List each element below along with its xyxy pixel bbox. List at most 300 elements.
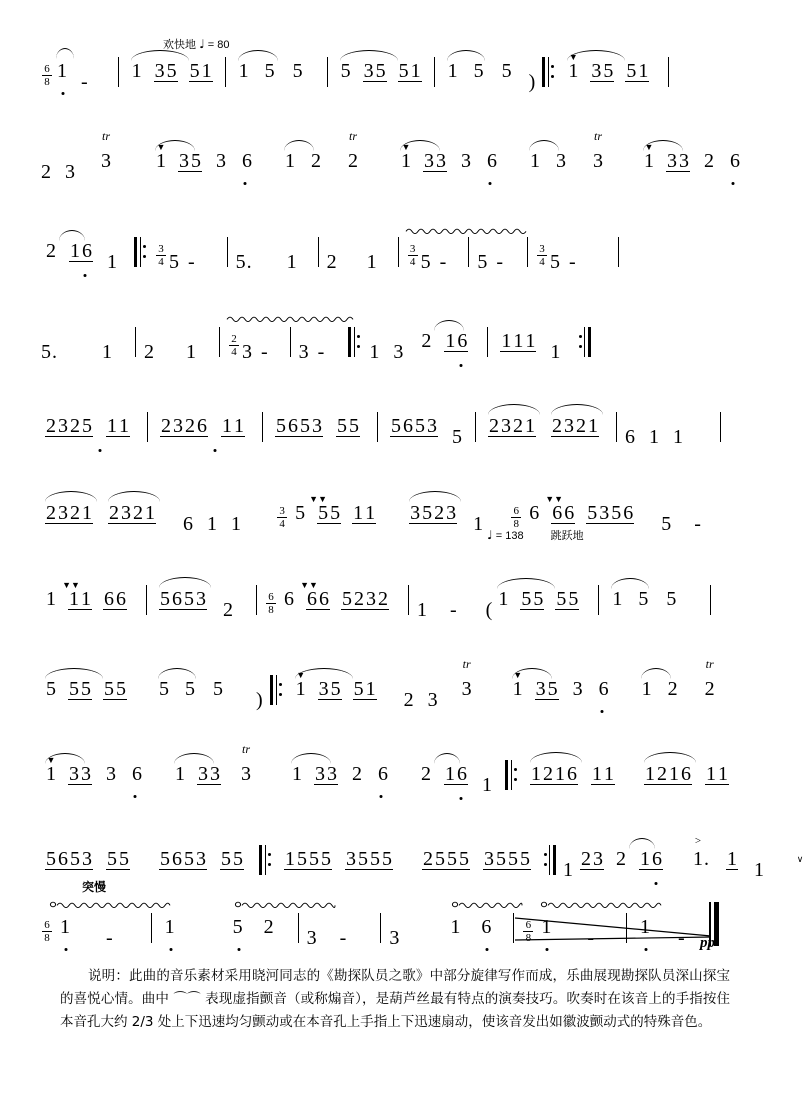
note: 1 [501,330,512,352]
note: 1 [285,848,295,870]
measure [660,514,709,534]
repeat-sign-close [542,845,556,875]
note-group [174,764,221,795]
time-signature: 3 4 [537,244,547,267]
note: 6 [529,502,540,524]
note: 5 [69,678,79,700]
measure [415,764,493,795]
time-signature: 6 8 [523,920,533,943]
note: 3 [599,502,610,524]
measure [40,416,135,447]
octave-dot-low [65,948,68,951]
barline [262,412,263,442]
barline [151,913,152,943]
measure [416,600,465,620]
note: 2 [657,763,667,785]
barline [318,237,319,267]
sustain-dash: - [694,513,701,535]
note: 3 [58,415,68,437]
note: 1 [447,60,458,82]
note: 1 [612,588,623,610]
note-group [131,61,213,92]
slur-icon [56,48,74,59]
octave-dot-low [214,449,217,452]
measure [40,679,132,710]
note-group [263,917,275,948]
note: 1 [550,341,561,363]
note: 2 [421,763,431,785]
note-group [159,589,207,620]
slur-icon [409,491,461,502]
note: 5 [415,415,425,437]
time-signature: 6 8 [266,592,276,615]
barline [710,585,711,615]
music-system-8 [40,638,740,710]
note-group [703,151,741,182]
note: 1 [222,415,232,437]
staccato-wedge-icon: ▼ [644,142,654,152]
measure [153,679,264,710]
note: 3 [593,848,603,870]
note: 1 [604,763,614,785]
note: 1 [366,251,377,273]
note: 5 [160,848,170,870]
note-group [158,679,224,710]
note: 1 [645,763,655,785]
trill-mark: tr [462,657,471,671]
note: 1 [295,678,306,700]
slur-icon [108,491,160,502]
note: 1 [207,513,218,535]
note-group [45,416,93,447]
note: 6 [132,763,142,785]
note: 6 [319,588,329,610]
note: 1 [640,848,650,870]
sustain-dash: - [678,927,685,949]
note-group [567,52,649,92]
barline [487,327,488,357]
note: 1 [445,763,455,785]
note: 2 [223,599,233,621]
note: 2 [46,415,56,437]
decrescendo-hairpin-icon [515,916,715,942]
note-group [644,764,692,795]
measure [476,252,511,272]
note: 3 [484,848,494,870]
note: 6 [457,763,467,785]
note: 3 [556,150,566,172]
note: 5 [508,848,518,870]
note-group [336,416,360,447]
note: 2 [354,588,364,610]
note: 6 [625,426,635,448]
measure [126,61,218,92]
note: 5 [447,848,457,870]
trill-mark: tr [101,129,111,143]
measure [306,928,355,948]
measure [154,589,234,620]
measure [442,61,537,92]
note-group [704,657,716,710]
note: 5 [370,848,380,870]
note: 1 [285,150,295,172]
note: 2 [185,415,195,437]
note: 1 [473,513,484,535]
measure [404,503,484,534]
trill-mark: tr [241,742,251,756]
note-group [500,331,536,362]
note: 3 [461,678,472,700]
duration-dot: . [704,848,709,870]
sustain-dash: - [188,251,195,273]
note: 2 [109,502,119,524]
barline [256,585,257,615]
note: 5 [46,678,56,700]
note: 5 [638,588,649,610]
note: 2 [352,763,362,785]
note: 3 [81,763,91,785]
note-group [56,61,68,92]
time-signature: 3 4 [277,506,287,529]
note-group [105,764,143,795]
barline [408,585,409,615]
measure [233,61,309,92]
note: 3 [315,763,325,785]
note: 1 [512,678,523,700]
note: 1 [238,60,249,82]
octave-dot-low [489,182,492,185]
note: 5 [342,588,352,610]
note: 1 [513,330,524,352]
note: 1 [365,678,376,700]
measure [485,589,585,620]
note: 1 [286,251,297,273]
note-group [488,416,536,447]
note: 3 [210,763,220,785]
note: 1 [693,848,703,870]
note: 3 [427,689,438,711]
note-group [295,670,377,710]
time-signature: 2 4 [229,334,239,357]
staccato-wedge-icon: ▼ [46,755,56,765]
sustain-dash: - [81,71,88,93]
note: 1 [107,415,117,437]
measure [227,917,280,948]
measure [275,494,381,534]
note: 3 [461,150,471,172]
note: 3 [346,848,356,870]
note: 6 [681,763,691,785]
note: 5 [184,848,194,870]
tempo-note-icon-1: ♩ [199,37,205,51]
measure [169,742,257,795]
note: 5 [556,588,567,610]
note: 5 [46,848,56,870]
note: 6 [403,415,413,437]
note: 5 [501,60,512,82]
note-group [643,142,690,182]
measure [264,580,394,620]
note: 5 [235,251,246,273]
note: 1 [641,678,652,700]
note: 5 [382,848,392,870]
slur-icon [159,577,211,588]
note: 3 [424,150,434,172]
note: 5 [104,678,114,700]
note: 1 [410,60,421,82]
octave-dot-low [732,182,735,185]
note: 5 [318,502,329,524]
note-group [347,129,359,182]
note: 1 [292,763,302,785]
note-group [164,917,176,948]
note: 3 [535,678,546,700]
measure [483,416,604,447]
note: 1 [754,859,764,881]
measure [40,61,96,92]
measure [395,142,503,182]
note: 6 [197,415,207,437]
note: 2 [378,588,388,610]
note: 6 [288,415,298,437]
note: 1 [555,763,565,785]
note: 5 [435,848,445,870]
note: 5 [568,588,579,610]
note-group [155,142,202,182]
measure [155,416,250,447]
note: 1 [401,150,411,172]
note: 1 [673,426,683,448]
note: 5 [232,916,243,938]
sustain-dash: - [106,927,113,949]
note-group [45,580,127,620]
music-system-10 [40,808,803,881]
note: 1 [46,588,56,610]
octave-dot-low [169,948,172,951]
note: 3 [65,161,75,183]
note: 6 [58,848,68,870]
note: 5 [297,848,307,870]
note: 5 [159,678,169,700]
note: 1 [81,588,91,610]
barline [290,327,291,357]
flutter-wave-icon [541,901,661,908]
measure [385,416,463,447]
note: 1 [669,763,679,785]
note: 1 [568,60,579,82]
note-group [400,142,447,182]
note: 2 [434,502,445,524]
note: 2 [552,415,562,437]
note: 5 [521,588,532,610]
note: 5 [70,848,80,870]
note: 1 [498,588,509,610]
note: 1 [201,60,212,82]
octave-dot-low [99,449,102,452]
sustain-dash: - [261,341,268,363]
music-system-2 [40,110,740,182]
note: 5 [420,251,431,273]
measure [159,917,181,948]
note: 5 [330,502,341,524]
note: 5 [496,848,506,870]
note: 2 [263,916,274,938]
note: 3 [121,502,131,524]
note: 2 [576,415,586,437]
measure [150,142,258,182]
measure [279,129,364,182]
note: 3 [389,927,400,949]
note: 2 [70,502,80,524]
barline [147,412,148,442]
note: 5 [375,60,386,82]
trill-mark: tr [593,129,603,143]
note: 6 [172,588,182,610]
measure [235,252,298,272]
note: 3 [82,848,92,870]
note: 5 [547,678,558,700]
measure [154,243,203,273]
note: 2 [423,848,433,870]
note: 1 [644,150,654,172]
duration-dot: . [246,251,252,273]
note: 2 [403,689,414,711]
sustain-dash: - [496,251,504,273]
staccato-wedge-icon: ▼ [156,142,166,152]
note: 5 [321,848,331,870]
tempo-value-2: = 138 [495,530,524,542]
slur-icon [45,491,97,502]
expression-slow-down: 突慢 [82,880,107,894]
note: 5 [398,60,409,82]
note: 5 [160,588,170,610]
barline [380,913,381,943]
note: 5 [41,341,51,363]
note: 1 [69,588,79,610]
note: 5 [626,60,637,82]
octave-dot-low [600,710,603,713]
staccato-wedge-icon: ▼▼ [300,580,318,590]
note: 6 [652,848,662,870]
note-group [45,755,92,795]
note-group [100,129,112,182]
note: 3 [179,150,189,172]
barline [135,327,136,357]
music-system-3 [40,200,740,272]
sustain-dash: - [317,341,325,363]
slur-icon [488,404,540,415]
note: 6 [284,588,294,610]
slur-icon [644,752,696,763]
note-group [447,61,513,92]
note: 2 [311,150,321,172]
note: 5 [477,251,488,273]
flutter-wave-icon [406,227,526,234]
note: 2 [581,848,591,870]
note-group [45,241,93,272]
barline [598,585,599,615]
time-signature: 6 8 [511,506,521,529]
measure [495,331,561,362]
note: 3 [564,415,574,437]
note-group [461,657,473,710]
note: 2 [46,240,56,262]
duration-dot: . [52,341,57,363]
footnote-text: ：此曲的音乐素材采用晓河同志的《勘探队员之歌》中部分旋律写作而成，乐曲展现勘探队员深山探宝的喜悦心情。曲中 ⌒⌒ 表现虚指颤音（或称煽音），是葫芦丝最有特点的演奏技巧。吹奏时在该音上的手指按住本音孔大约 2/3 处上下迅速均匀颤动或在本音孔上手指上下迅速扇动，使该音发出如徽波颤动式的特殊音色。 [60,968,731,1030]
note: 1 [450,916,461,938]
note: 5 [611,502,622,524]
note: 5 [166,60,177,82]
note-group [240,742,252,795]
note: 6 [378,763,388,785]
barline [118,57,119,87]
note: 6 [552,502,563,524]
staccato-wedge-icon: ▼▼ [62,580,80,590]
measure [638,142,746,182]
note: 5 [184,588,194,610]
note: 2 [46,502,56,524]
note-group [530,764,578,795]
note: 1 [107,251,117,273]
sustain-dash: - [439,251,447,273]
note-group [351,764,389,795]
phrase-close-paren: ) [528,71,536,93]
tempo-expression-2: 跳跃地 [550,530,584,542]
note: 1 [417,599,427,621]
footnote-block [60,965,730,1034]
note: 5 [233,848,243,870]
note: 1 [70,240,80,262]
note: 3 [241,763,251,785]
note: 1 [46,763,56,785]
octave-dot-low [62,92,65,95]
note-group [480,917,492,948]
octave-dot-low [84,274,87,277]
note: 2 [161,415,171,437]
measure [507,670,615,710]
note: 2 [133,502,143,524]
note-group [238,61,304,92]
note-group [497,589,579,620]
measure [40,580,132,620]
note: 3 [298,341,309,363]
octave-dot-low [645,948,648,951]
note: 2 [489,415,499,437]
barline [616,412,617,442]
staccato-wedge-icon: ▼ [568,52,578,62]
note-group [284,151,322,182]
flutter-wave-icon [50,901,170,908]
note: 3 [410,502,421,524]
note: 2 [704,678,715,700]
note: 1 [718,763,728,785]
note: 1 [60,916,70,938]
note: 5 [587,502,598,524]
sustain-dash: - [569,251,576,273]
note: 6 [242,150,252,172]
note: 3 [101,150,111,172]
octave-dot-low [134,795,137,798]
note: 6 [567,763,577,785]
note: 5 [300,415,310,437]
music-system-6 [40,462,740,534]
measure [403,657,478,711]
footnote-label: 说明 [88,968,116,984]
note: 2 [326,251,337,273]
note: 5 [119,848,129,870]
phrase-close-paren: ) [256,689,263,711]
note: 6 [564,502,575,524]
